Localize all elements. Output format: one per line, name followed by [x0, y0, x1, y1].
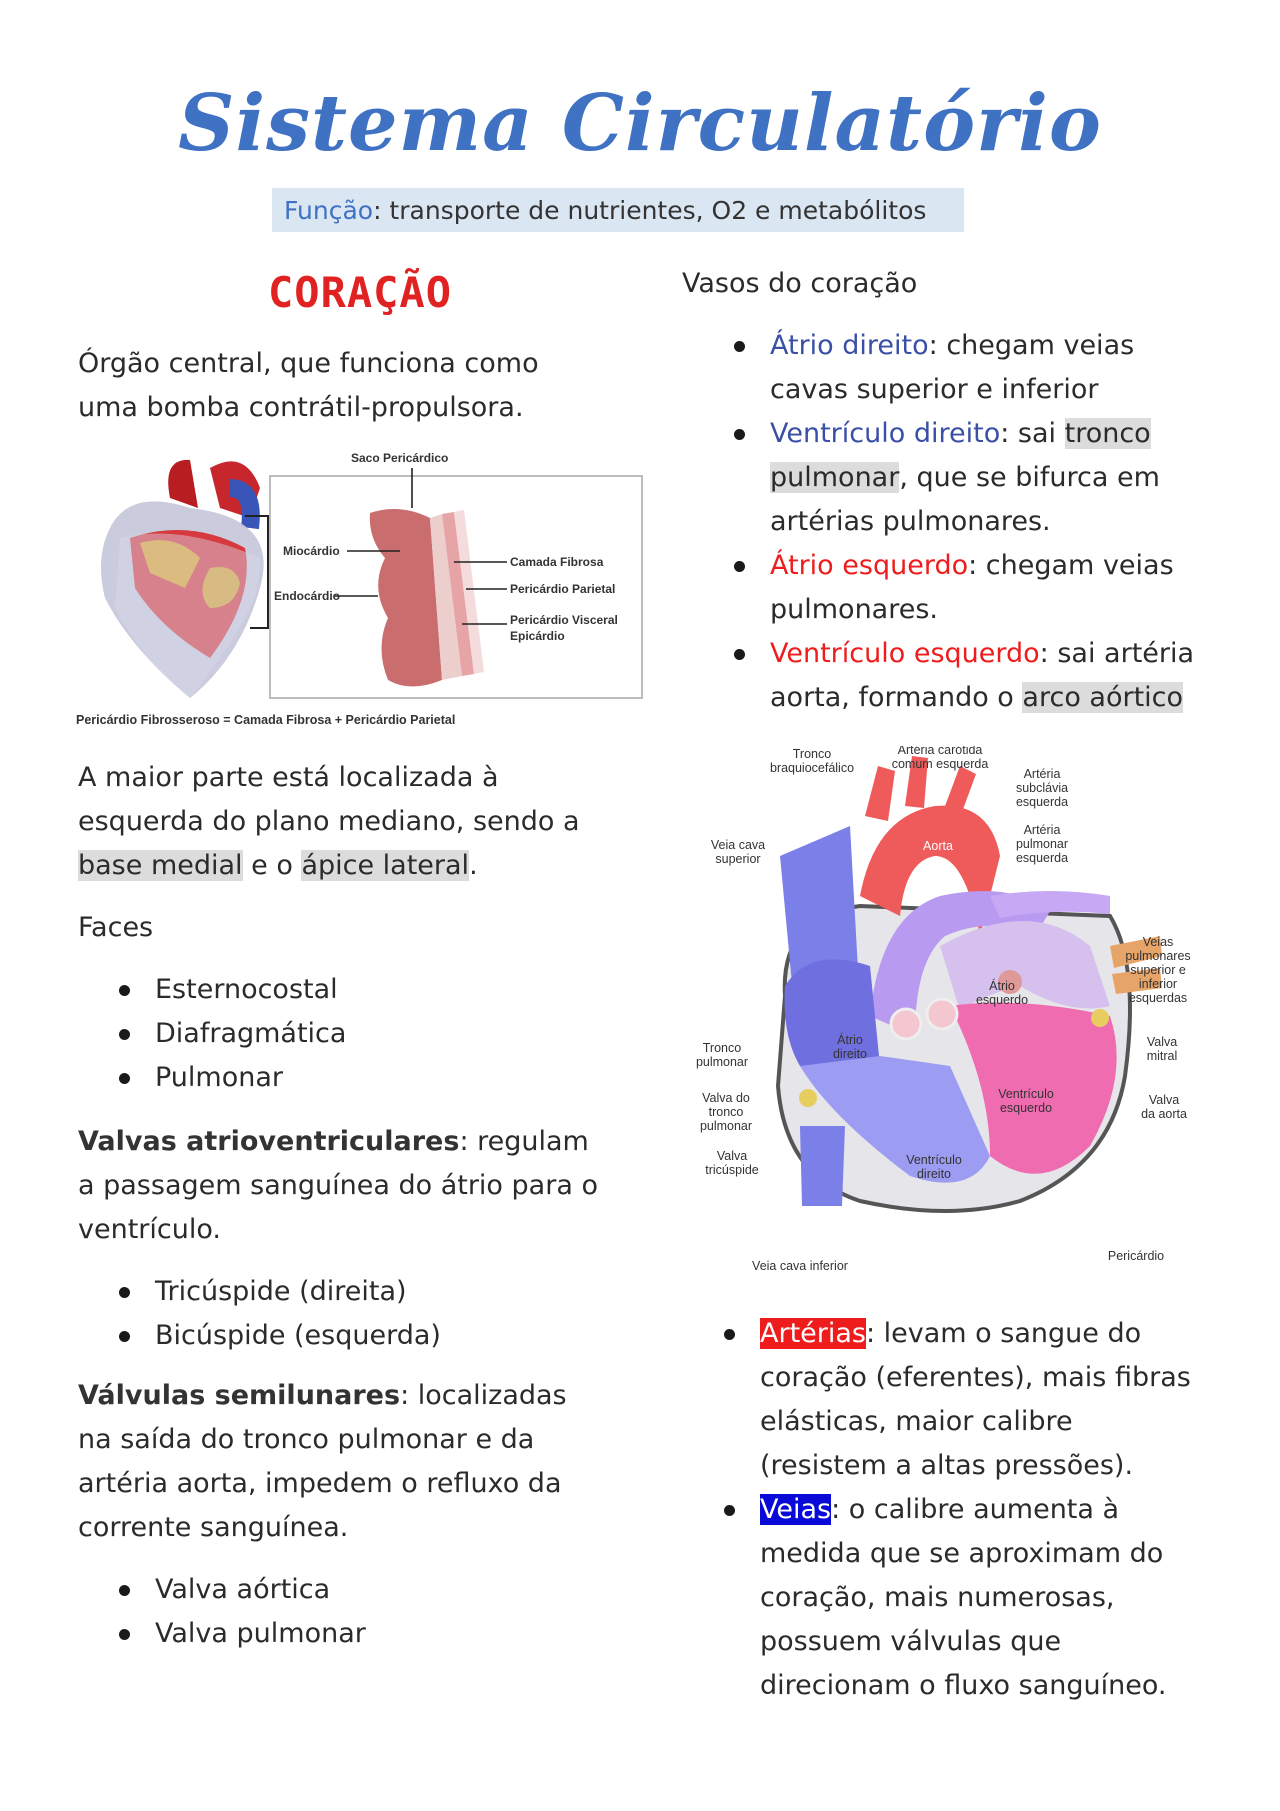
label-valva-tricuspide: tricúspide: [705, 1163, 759, 1177]
heart-shapes: [778, 756, 1162, 1211]
vessel-item-atrio-esquerdo: [770, 544, 1210, 632]
label-ventriculo-direito: direito: [916, 1167, 952, 1181]
list-item: Diafragmática: [155, 1012, 346, 1056]
vessel-text: : chegam veias cavas superior e inferior: [770, 330, 1135, 405]
term-veias: Veias: [760, 1494, 832, 1525]
label-ventriculo-esquerdo: esquerdo: [999, 1101, 1053, 1115]
term-atrio-direito: Átrio direito: [770, 330, 929, 361]
valvas-av-list: [155, 1270, 441, 1358]
list-item: Pulmonar: [155, 1056, 346, 1100]
valvas-av-text: : regulam a passagem sanguínea do átrio para o ventrículo.: [78, 1126, 598, 1245]
vessel-item-atrio-direito: [770, 324, 1210, 412]
label-veia-cava-superior: superior: [715, 852, 761, 866]
label-miocardio: Miocárdio: [283, 544, 340, 558]
label-saco-pericardico: Saco Pericárdico: [351, 451, 449, 465]
label-atrio-direito: direito: [832, 1047, 868, 1061]
intro-paragraph: Órgão central, que funciona como uma bomba contrátil-propulsora.: [78, 348, 539, 423]
location-text-3: .: [469, 850, 478, 881]
label-veias-pulmonares: Veias: [1142, 935, 1174, 949]
label-epicardio: Epicárdio: [510, 629, 565, 643]
label-valva-mitral: Valva: [1146, 1035, 1178, 1049]
label-valva-tronco-pulmonar: tronco: [708, 1105, 744, 1119]
label-tronco-braquiocefalico: braquiocefálico: [769, 761, 855, 775]
list-item: Valva aórtica: [155, 1568, 366, 1612]
arterias-text: : levam o sangue do coração (eferentes), mais fibras elásticas, maior calibre (resistem a altas pressões).: [760, 1318, 1191, 1481]
label-aorta: Aorta: [923, 839, 953, 853]
label-ventriculo-esquerdo: Ventrículo: [998, 1087, 1054, 1101]
valvulas-sl-list: [155, 1568, 366, 1656]
vessel-text: : sai: [1000, 418, 1065, 449]
list-item-arterias: [760, 1312, 1200, 1488]
valvulas-sl-text: : localizadas na saída do tronco pulmonar e da artéria aorta, impedem o refluxo da corrente sanguínea.: [78, 1380, 567, 1543]
label-veias-pulmonares: superior e: [1130, 963, 1186, 977]
label-tronco-pulmonar: pulmonar: [695, 1055, 749, 1069]
vessel-types-list: [760, 1312, 1200, 1708]
label-atrio-direito: Átrio: [837, 1033, 863, 1047]
label-atrio-esquerdo: esquerdo: [975, 993, 1029, 1007]
vessel-item-ventriculo-esquerdo: [770, 632, 1210, 720]
label-pulmonar-esquerda: Artéria: [1023, 823, 1061, 837]
section-heading-coracao: CORAÇÃO: [268, 268, 453, 317]
list-item: Valva pulmonar: [155, 1612, 366, 1656]
label-ventriculo-direito: Ventrículo: [906, 1153, 962, 1167]
vessel-text: : sai artéria aorta, formando o: [770, 638, 1195, 713]
list-item-veias: [760, 1488, 1200, 1708]
location-text-1: A maior parte está localizada à esquerda do plano mediano, sendo a: [78, 762, 580, 837]
label-tronco-braquiocefalico: Tronco: [792, 747, 832, 761]
term-ventriculo-direito: Ventrículo direito: [770, 418, 1001, 449]
label-camada-fibrosa: Camada Fibrosa: [510, 555, 604, 569]
label-veias-pulmonares: esquerdas: [1128, 991, 1188, 1005]
faces-heading: Faces: [78, 912, 154, 943]
vessel-item-ventriculo-direito: [770, 412, 1210, 544]
label-carotida: comum esquerda: [891, 757, 989, 771]
pericardium-figure: [70, 448, 644, 730]
subtitle: [284, 196, 926, 225]
highlight-base-medial: base medial: [78, 850, 243, 881]
label-carotida: Artéria carótida: [897, 746, 983, 757]
label-valva-tricuspide: Valva: [716, 1149, 748, 1163]
subtitle-label: Função: [284, 196, 374, 225]
vessels-list: [770, 324, 1210, 720]
page-title: Sistema Circulatório: [178, 78, 1102, 169]
vessel-text: , que se bifurca em artérias pulmonares.: [770, 462, 1160, 537]
label-pulmonar-esquerda: esquerda: [1015, 851, 1069, 865]
label-veia-cava-inferior: Veia cava inferior: [752, 1259, 848, 1273]
label-veia-cava-superior: Veia cava: [710, 838, 766, 852]
label-tronco-pulmonar: Tronco: [702, 1041, 742, 1055]
label-subclavia: Artéria: [1023, 767, 1061, 781]
subtitle-text: : transporte de nutrientes, O2 e metabólitos: [373, 196, 927, 225]
faces-list: [155, 968, 346, 1100]
highlight-arco-aortico: arco aórtico: [1022, 682, 1184, 713]
label-valva-tronco-pulmonar: Valva do: [702, 1091, 750, 1105]
figure-caption: Pericárdio Fibrosseroso = Camada Fibrosa + Pericárdio Parietal: [76, 713, 456, 727]
vessels-heading: Vasos do coração: [682, 268, 918, 299]
label-valva-tronco-pulmonar: pulmonar: [699, 1119, 753, 1133]
highlight-tronco-pulmonar: tronco pulmonar: [770, 418, 1151, 493]
label-subclavia: esquerda: [1015, 795, 1069, 809]
label-pulmonar-esquerda: pulmonar: [1015, 837, 1069, 851]
term-valvas-av: Valvas atrioventriculares: [78, 1126, 460, 1157]
list-item: Tricúspide (direita): [155, 1270, 441, 1314]
label-endocardio: Endocárdio: [274, 589, 341, 603]
term-arterias: Artérias: [760, 1318, 866, 1349]
valvulas-sl-paragraph: [78, 1374, 608, 1550]
heart-illustration: [101, 460, 264, 698]
term-ventriculo-esquerdo: Ventrículo esquerdo: [770, 638, 1040, 669]
location-paragraph: [78, 756, 618, 888]
location-text-2: e o: [242, 850, 302, 881]
label-valva-aorta: Valva: [1148, 1093, 1180, 1107]
heart-anatomy-diagram: [690, 746, 1210, 1282]
veias-text: : o calibre aumenta à medida que se aproximam do coração, mais numerosas, possuem válvulas que direcionam o fluxo sanguíneo.: [760, 1494, 1167, 1701]
label-veias-pulmonares: pulmonares: [1125, 949, 1191, 963]
label-valva-aorta: da aorta: [1141, 1107, 1187, 1121]
label-pericardio: Pericárdio: [1107, 1249, 1165, 1263]
label-pericardio-visceral: Pericárdio Visceral: [510, 613, 618, 627]
vessel-text: : chegam veias pulmonares.: [770, 550, 1174, 625]
highlight-apice-lateral: ápice lateral: [301, 850, 470, 881]
list-item: Bicúspide (esquerda): [155, 1314, 441, 1358]
label-atrio-esquerdo: Átrio: [989, 979, 1015, 993]
label-valva-mitral: mitral: [1146, 1049, 1178, 1063]
label-veias-pulmonares: inferior: [1138, 977, 1178, 991]
label-pericardio-parietal: Pericárdio Parietal: [510, 582, 616, 596]
valvas-av-paragraph: [78, 1120, 598, 1252]
label-subclavia: subclávia: [1015, 781, 1069, 795]
term-atrio-esquerdo: Átrio esquerdo: [770, 550, 969, 581]
list-item: Esternocostal: [155, 968, 346, 1012]
term-valvulas-sl: Válvulas semilunares: [78, 1380, 401, 1411]
pericardium-layers: [370, 509, 484, 687]
